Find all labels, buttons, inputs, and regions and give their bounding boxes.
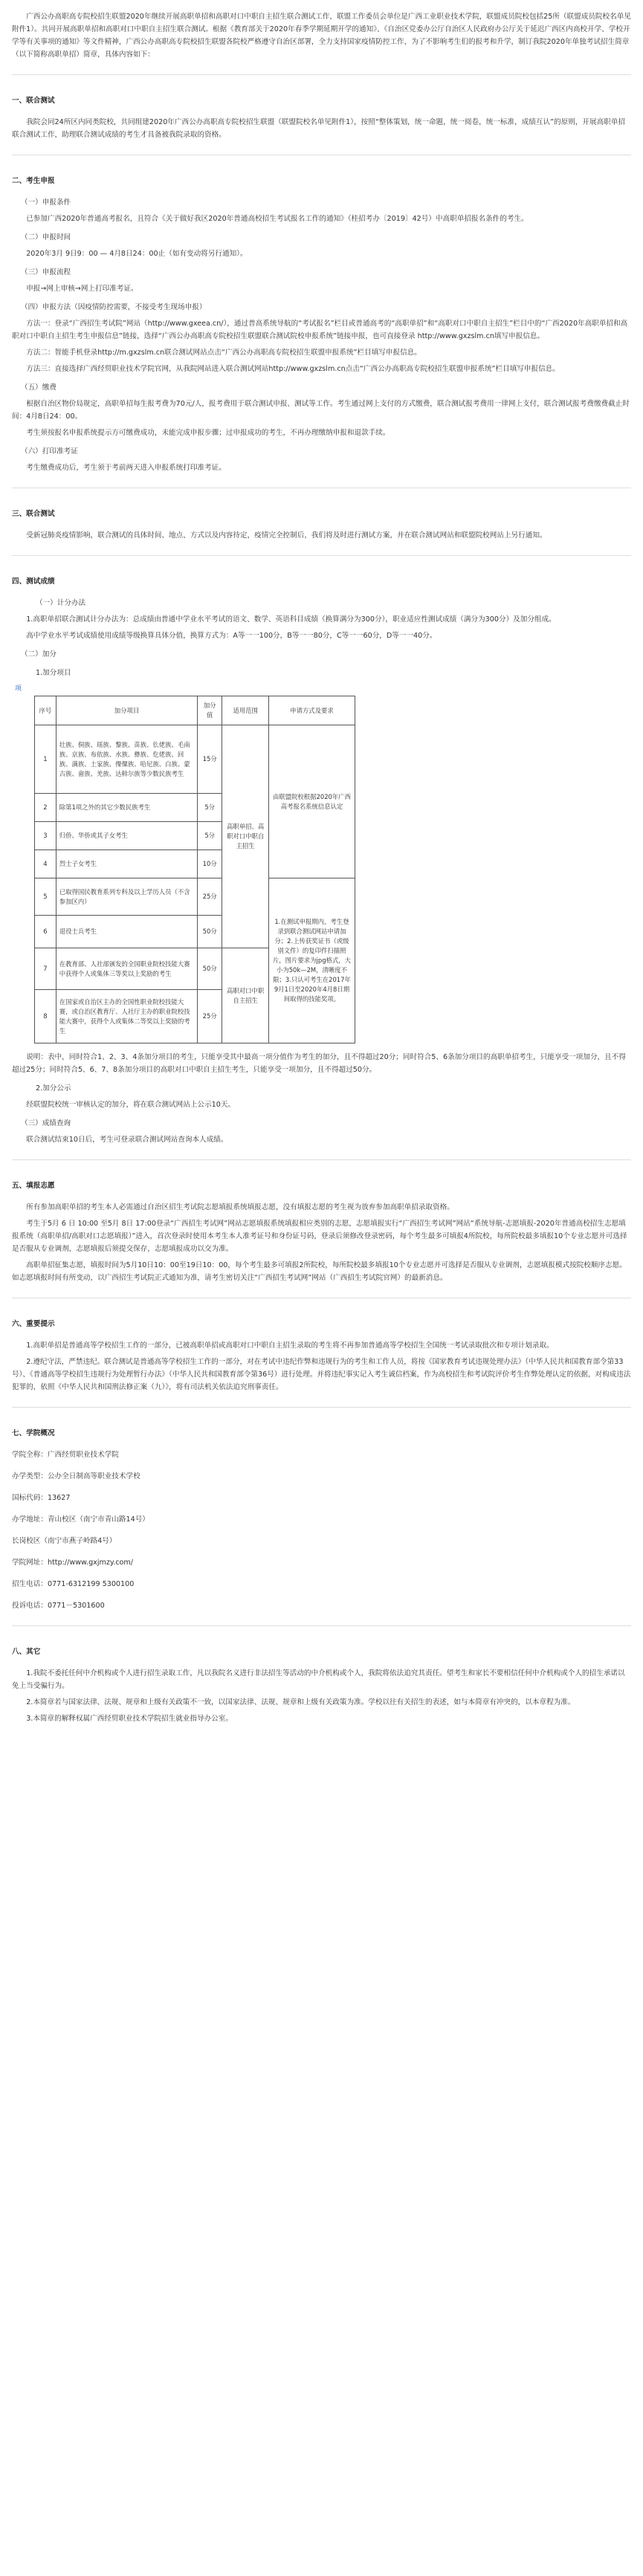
row-number: 1 — [35, 725, 56, 794]
row-item: 已取得国民教育系列专科及以上学历人员（不含参加区内） — [56, 878, 197, 916]
method-three: 方法三：直接选择广西经贸职业技术学院官网，从我院网站进入联合测试网站http://www.gxzslm.cn点击“广西公办高职高专院校招生联盟申报系统”栏目填写申报信息。 — [26, 365, 560, 373]
application-flow: 申报→网上审核→网上打印准考证。 — [26, 285, 138, 293]
row-number: 3 — [35, 822, 56, 850]
subheading-scoring: （一）计分办法 — [36, 599, 86, 607]
print-paragraph: 考生缴费成功后，考生须于考前两天进入申报系统打印准考证。 — [26, 464, 226, 472]
divider — [12, 555, 631, 556]
scope-cell-a: 高职单招、高职对口中职自主招生 — [222, 725, 269, 948]
college-website[interactable]: 学院网址：http://www.gxjmzy.com/ — [12, 1559, 133, 1567]
bonus-note: 说明：表中，同时符合1、2、3、4条加分项目的考生，只能享受其中最高一项分值作为考生的加分，且不得超过20分；同时符合5、6条加分项目的高职单招考生，只能享受一项加分，且不得超过25分；同时符合5、6、7、8条加分项目的高职对口中职自主招生考生，只能享受一项加分，且不得超过50分。 — [12, 1053, 626, 1074]
complaint-phone: 投诉电话：0771－5301600 — [12, 1602, 105, 1610]
notice-1: 1.高职单招是普通高等学校招生工作的一部分，已被高职单招或高职对口中职自主招生录取的考生将不再参加普通高等学校招生全国统一考试录取批次和专项计划录取。 — [26, 1342, 554, 1350]
table-header-row — [35, 696, 355, 725]
volunteer-paragraph-2: 考生于5月 6 日 10:00 至5月 8日 17:00登录“广西招生考试网”网站志愿填报系统填报相应类别的志愿，志愿填报实行“广西招生考试网”网站“系统导航-志愿填报-2020年普通高校招生志愿填报系统（高职单招/高职对口志愿填报）”进入，首次登录时使用本考生本人准考证号和身份证号码，登录后须修改登录密码，每个考生最多可填报4所院校，每所院校最多填报10个专业志愿并可选择是否服从专业调剂，志愿填报后须提交保存，志愿填报成功以交为准。 — [12, 1220, 627, 1253]
row-number: 2 — [35, 794, 56, 822]
scoring-paragraph: 1.高职单招联合测试计分办法为：总成绩由普通中学业水平考试的语文、数学、英语科目成绩（换算满分为300分），职业适应性测试成绩（满分为300分）及加分组成。 — [26, 615, 556, 624]
row-number: 6 — [35, 916, 56, 948]
row-item: 壮族、侗族、瑶族、黎族、苗族、仫佬族、毛南族、京族、布依族、水族、彝族、仡佬族、回族、满族、土家族、傈僳族、哈尼族、白族、蒙古族、畲族、羌族、达斡尔族等少数民族考生 — [56, 725, 197, 794]
grade-conversion: 高中学业水平考试成绩使用成绩等级换算具体分值，换算方式为：A等一一100分，B等一一80分，C等一一60分，D等一一40分。 — [26, 632, 437, 640]
row-item: 在国家或自治区主办的全国性职业院校技能大赛，或自治区教育厅、人社厅主办的职业院校技能大赛中，获得个人或集体二等奖以上奖励的考生 — [56, 990, 197, 1043]
row-points: 25分 — [198, 878, 222, 916]
application-time: 2020年3月 9日9：00 — 4月8日24：00止（如有变动将另行通知）。 — [26, 250, 248, 258]
conditions-paragraph: 已参加广西2020年普通高考报名，且符合《关于做好我区2020年普通高校招生考试报名工作的通知》（桂招考办〔2019〕42号）中高职单招报名条件的考生。 — [26, 215, 529, 223]
col-header-number: 序号 — [35, 696, 56, 725]
bonus-publicity-heading: 2.加分公示 — [36, 1084, 71, 1093]
test-paragraph: 受新冠肺炎疫情影响，联合测试的具体时间、地点、方式以及内容待定，疫情完全控制后，我们将及时进行测试方案，并在联合测试网站和联盟院校网站上另行通知。 — [26, 531, 547, 540]
row-number: 8 — [35, 990, 56, 1043]
row-number: 4 — [35, 850, 56, 878]
col-header-points: 加分值 — [198, 696, 222, 725]
row-points: 15分 — [198, 725, 222, 794]
subheading-conditions: （一）申报条件 — [21, 198, 71, 207]
fee-paragraph: 根据自治区物价局规定，高职单招每生报考费为70元/人，报考费用于联合测试申报、测试等工作。考生通过网上支付的方式缴费，联合测试报考费用一律网上支付，联合测试报考费缴费截止时间：4月8日24：00。 — [12, 400, 630, 421]
row-item: 除第1项之外的其它少数民族考生 — [56, 794, 197, 822]
subheading-bonus: （二）加分 — [21, 650, 56, 658]
row-points: 5分 — [198, 794, 222, 822]
scope-cell-b: 高职对口中职自主招生 — [222, 948, 269, 1043]
other-2: 2.本简章若与国家法律、法规、规章和上级有关政策不一致，以国家法律、法规、规章和上级有关政策为准。学校以往有关招生的表述，如与本简章有冲突的，以本章程为准。 — [26, 1698, 575, 1706]
subheading-methods: （四）申报方法（因疫情防控需要，不接受考生现场申报） — [21, 303, 207, 311]
subheading-process: （三）申报流程 — [21, 268, 71, 276]
row-item: 烈士子女考生 — [56, 850, 197, 878]
method-cell-b: 1.在测试申报期内，考生登录到联合测试网站申请加分；2.上传获奖证书（或级别文件）的复印件扫描照片，图片要求为jpg格式，大小为50k—2M，清晰度不限；3.只认可考生在2017年9月1日至2020年4月8日期间取得的技能奖项。 — [268, 878, 355, 1043]
section-title-notices: 六、重要提示 — [12, 1320, 55, 1328]
row-points: 5分 — [198, 822, 222, 850]
other-1: 1.我院不委托任何中介机构或个人进行招生录取工作，凡以我院名义进行非法招生等活动的中介机构或个人，我院将依法追究其责任。望考生和家长不要相信任何中介机构或个人的招生承诺以免上当受骗行为。 — [12, 1669, 625, 1690]
bonus-items-heading: 1.加分项目 — [36, 669, 71, 677]
section-title-scores: 四、测试成绩 — [12, 577, 55, 586]
divider — [12, 1625, 631, 1626]
college-code: 国标代码：13627 — [12, 1494, 71, 1502]
row-points: 50分 — [198, 948, 222, 990]
table-label: 项 — [15, 685, 22, 693]
subheading-query: （三）成绩查询 — [21, 1119, 71, 1127]
volunteer-paragraph-3: 高职单招征集志愿，填报时间为5月10日10：00至19日10：00，每个考生最多可填报2所院校，每所院校最多填报10个专业志愿并可选择是否服从专业调剂，志愿填报模式按院校顺序志愿。如志愿填报时间有所变动，以广西招生考试院正式通知为准，请考生密切关注“广西招生考试网”网站（广西招生考试院官网）的最新消息。 — [12, 1261, 627, 1282]
subheading-print: （六）打印准考证 — [21, 447, 78, 456]
row-number: 5 — [35, 878, 56, 916]
table-row — [35, 878, 355, 916]
col-header-method: 申请方式及要求 — [268, 696, 355, 725]
fee-note: 考生须按报名申报系统提示方可缴费成功，未能完成申报步骤；过申报成功的考生，不再办理缴纳申报和退款手续。 — [26, 429, 390, 437]
section-title-test: 三、联合测试 — [12, 510, 55, 518]
divider — [12, 1407, 631, 1408]
bonus-publicity: 经联盟院校统一审核认定的加分，将在联合测试网站上公示10天。 — [26, 1101, 236, 1109]
college-name: 学院全称：广西经贸职业技术学院 — [12, 1451, 119, 1459]
row-points: 25分 — [198, 990, 222, 1043]
col-header-item: 加分项目 — [56, 696, 197, 725]
college-type: 办学类型：公办全日制高等职业技术学校 — [12, 1472, 140, 1480]
campus-address-2: 长岗校区（南宁市燕子岭路4号） — [12, 1537, 117, 1545]
admission-phone: 招生电话：0771-6312199 5300100 — [12, 1580, 135, 1588]
table-row — [35, 725, 355, 794]
campus-address-1: 办学地址：青山校区（南宁市青山路14号） — [12, 1515, 149, 1524]
col-header-scope: 适用范围 — [222, 696, 269, 725]
subheading-time: （二）申报时间 — [21, 233, 71, 242]
method-two: 方法二：智能手机登录http://m.gxzslm.cn联合测试网站点击“广西公办高职高专院校招生联盟申报系统”栏目填写申报信息。 — [26, 349, 421, 357]
row-item: 退役士兵考生 — [56, 916, 197, 948]
divider — [12, 74, 631, 75]
bonus-table — [34, 696, 355, 1043]
notice-2: 2.遵纪守法，严禁违纪。联合测试是普通高等学校招生工作的一部分，对在考试中违纪作弊和违规行为的考生和工作人员，将按《国家教育考试违规处理办法》（中华人民共和国教育部令第33号）、《普通高等学校招生违规行为处理暂行办法》（中华人民共和国教育部令第36号）进行处理。并将违纪事实记入考生诚信档案，作为高校招生和考试院评价考生作弊处理认定的依据，对构成违法犯罪的，依照《中华人民共和国刑法修正案（九）》，将有司法机关依法追究刑事责任。 — [12, 1358, 631, 1391]
method-one: 方法一：登录“广西招生考试院”网站（http://www.gxeea.cn/），通过普高系统导航的“考试报名”栏目或普通高考的“高职单招”和“高职对口中职自主招生”栏目中的“广西2020年高职单招和高职对口中职自主招生考生申报信息”链接，选择“广西公办高职高专院校招生联盟联合测试院校申报系统”链接申报，也可直接登录 http://www.gxzslm.cn填写申报信息。 — [12, 320, 628, 340]
other-3: 3.本简章的解释权属广西经贸职业技术学院招生就业指导办公室。 — [26, 1715, 233, 1723]
intro-paragraph: 广西公办高职高专院校招生联盟2020年继续开展高职单招和高职对口中职自主招生联合测试工作，联盟工作委员会单位是广西工业职业技术学院，联盟成员院校包括25所（联盟成员院校名单见附件1）。共同开展高职单招和高职对口中职自主招生联合测试。根据《教育部关于2020年春季学期延期开学的通知》、《自治区党委办公厅自治区人民政府办公厅关于延迟广西区内高校开学、学校开学等有关事项的通知》等文件精神，广西公办高职高专院校招生联盟各院校严格遵守自治区部署，全力支持国家疫情防控工作，为了不影响考生们的报考和升学，制订我院2020年单独考试招生简章（以下简称高职单招）简章，具体内容如下： — [12, 13, 631, 59]
section-title-other: 八、其它 — [12, 1648, 41, 1656]
score-query: 联合测试结束10日后，考生可登录联合测试网站查询本人成绩。 — [26, 1136, 228, 1144]
section-title-joint-test: 一、联合测试 — [12, 97, 55, 105]
row-points: 10分 — [198, 850, 222, 878]
row-points: 50分 — [198, 916, 222, 948]
volunteer-paragraph-1: 所有参加高职单招的考生本人必需通过自治区招生考试院志愿填报系统填报志愿，没有填报志愿的考生视为放弃参加高职单招录取资格。 — [26, 1203, 454, 1211]
subheading-fee: （五）缴费 — [21, 384, 56, 392]
row-item: 归侨、华侨或其子女考生 — [56, 822, 197, 850]
divider — [12, 1159, 631, 1160]
joint-test-paragraph: 我院会同24所区内同类院校，共同组建2020年广西公办高职高专院校招生联盟（联盟院校名单见附件1），按照“整体策划，统一命题，统一阅卷，统一标准，成绩互认”的原则，开展高职单招联合测试工作，助理联合测试成绩的考生才具备被我院录取的资格。 — [12, 118, 625, 139]
section-title-application: 二、考生申报 — [12, 177, 55, 185]
section-title-volunteer: 五、填报志愿 — [12, 1182, 55, 1190]
row-number: 7 — [35, 948, 56, 990]
section-title-college-info: 七、学院概况 — [12, 1429, 55, 1437]
method-cell-a: 由联盟院校根据2020年广西高考报名系统信息认定 — [268, 725, 355, 878]
bonus-table-wrapper — [12, 683, 631, 1043]
row-item: 在教育部、人社部颁发的全国职业院校技能大赛中获得个人或集体三等奖以上奖励的考生 — [56, 948, 197, 990]
